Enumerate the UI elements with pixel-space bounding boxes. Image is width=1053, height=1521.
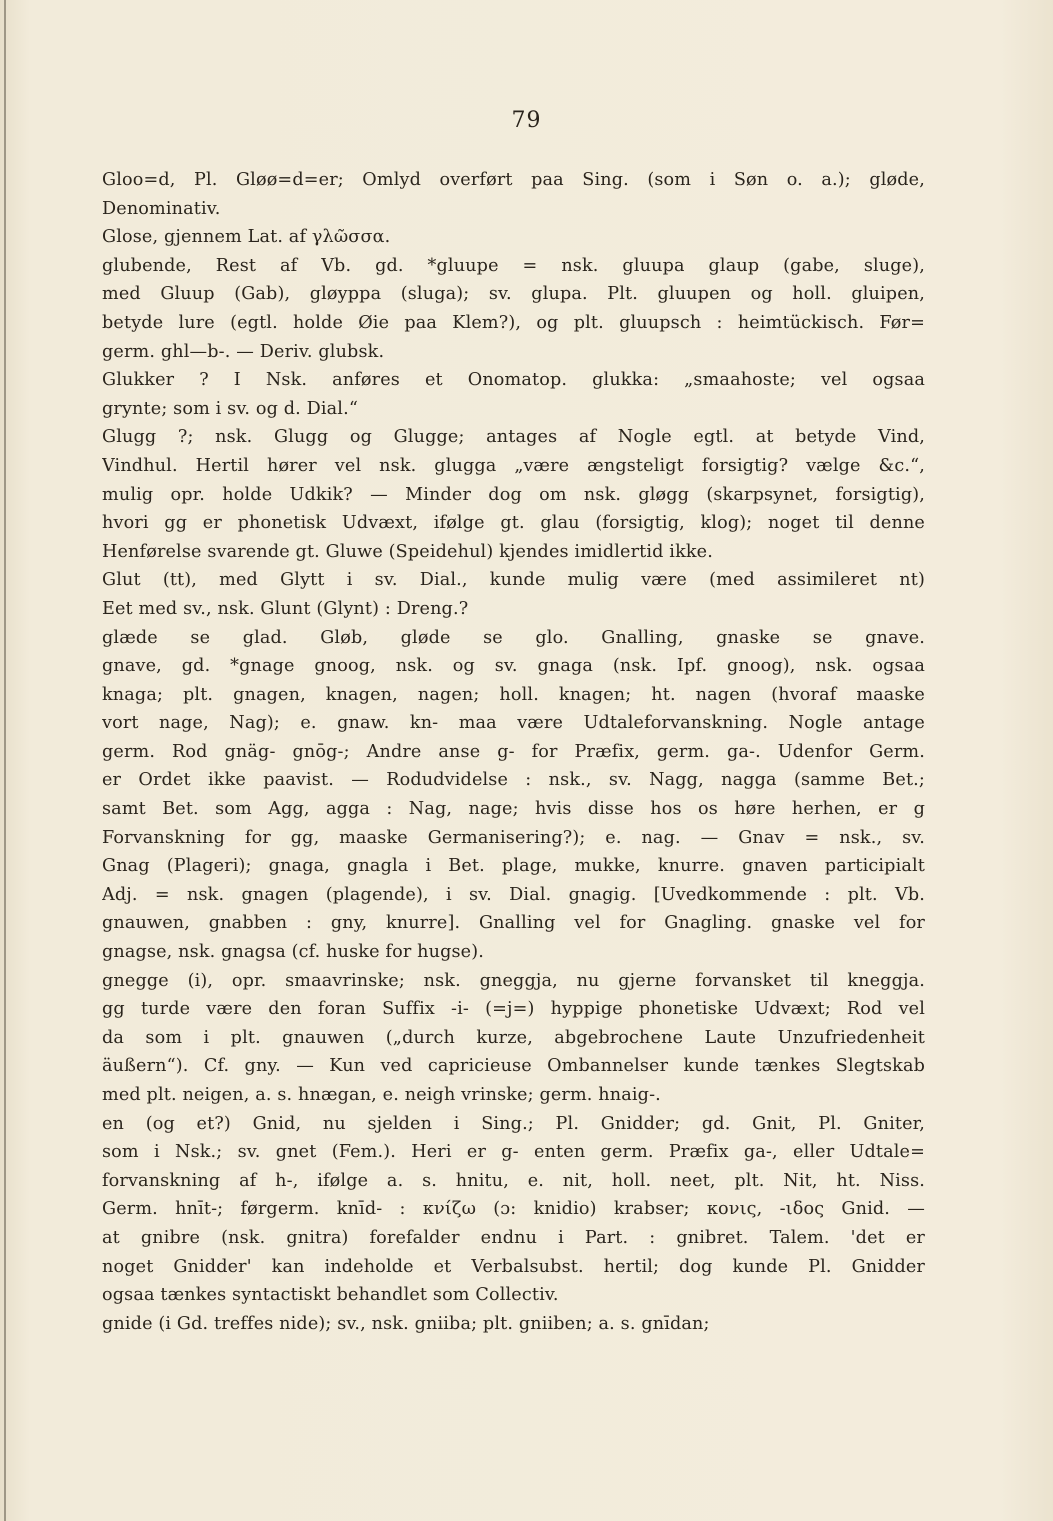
text-line: en (og et?) Gnid, nu sjelden i Sing.; Pl. Gnidder; gd. Gnit, Pl. Gniter, <box>102 1113 925 1134</box>
text-line: hvori gg er phonetisk Udvæxt, ifølge gt. glau (forsigtig, klog); noget til denne <box>102 513 925 534</box>
text-line: knaga; plt. gnagen, knagen, nagen; holl. knagen; ht. nagen (hvoraf maaske <box>102 684 925 705</box>
text-line: Gloo=d, Pl. Gløø=d=er; Omlyd overført paa Sing. (som i Søn o. a.); gløde, <box>102 170 925 190</box>
dictionary-text-block <box>102 166 925 1338</box>
text-line: Glose, gjennem Lat. af γλῶσσα. <box>102 227 391 248</box>
text-line: forvanskning af h-, ifølge a. s. hnitu, e. nit, holl. neet, plt. Nit, ht. Niss. <box>102 1170 925 1191</box>
text-line: ogsaa tænkes syntactiskt behandlet som Collectiv. <box>102 1285 559 1306</box>
text-line: Gnag (Plageri); gnaga, gnagla i Bet. plage, mukke, knurre. gnaven participialt <box>102 856 925 877</box>
text-line: samt Bet. som Agg, agga : Nag, nage; hvis disse hos os høre herhen, er g <box>102 799 925 820</box>
text-line: äußern“). Cf. gny. — Kun ved capricieuse Ombannelser kunde tænkes Slegtskab <box>102 1056 925 1077</box>
text-line: Glut (tt), med Glytt i sv. Dial., kunde mulig være (med assimileret nt) <box>102 570 925 591</box>
text-line: grynte; som i sv. og d. Dial.“ <box>102 398 358 419</box>
text-line: gnide (i Gd. treffes nide); sv., nsk. gniiba; plt. gniiben; a. s. gnīdan; <box>102 1313 710 1334</box>
text-line: glubende, Rest af Vb. gd. *gluupe = nsk. gluupa glaup (gabe, sluge), <box>102 255 925 276</box>
text-line: noget Gnidder' kan indeholde et Verbalsubst. hertil; dog kunde Pl. Gnidder <box>102 1256 925 1277</box>
text-line: Eet med sv., nsk. Glunt (Glynt) : Dreng.? <box>102 598 469 619</box>
text-line: gnegge (i), opr. smaavrinske; nsk. gneggja, nu gjerne forvansket til kneggja. <box>102 970 925 991</box>
page-edge <box>4 0 6 1521</box>
text-line: Glugg ?; nsk. Glugg og Glugge; antages af Nogle egtl. at betyde Vind, <box>102 427 925 448</box>
text-line: gnave, gd. *gnage gnoog, nsk. og sv. gnaga (nsk. Ipf. gnoog), nsk. ogsaa <box>102 656 925 677</box>
text-line: som i Nsk.; sv. gnet (Fem.). Heri er g- enten germ. Præfix ga-, eller Udtale= <box>102 1142 925 1163</box>
text-line: Adj. = nsk. gnagen (plagende), i sv. Dial. gnagig. [Uvedkommende : plt. Vb. <box>102 884 925 905</box>
text-line: gnagse, nsk. gnagsa (cf. huske for hugse). <box>102 942 485 963</box>
text-line: mulig opr. holde Udkik? — Minder dog om nsk. gløgg (skarpsynet, forsigtig), <box>102 484 925 505</box>
text-line: er Ordet ikke paavist. — Rodudvidelse : nsk., sv. Nagg, nagga (samme Bet.; <box>102 770 925 791</box>
text-line: Forvanskning for gg, maaske Germanisering?); e. nag. — Gnav = nsk., sv. <box>102 827 925 848</box>
text-line: at gnibre (nsk. gnitra) forefalder endnu i Part. : gnibret. Talem. 'det er <box>102 1227 925 1248</box>
text-line: gg turde være den foran Suffix -i- (=j=) hyppige phonetiske Udvæxt; Rod vel <box>102 999 925 1020</box>
text-line: vort nage, Nag); e. gnaw. kn- maa være Udtaleforvanskning. Nogle antage <box>102 713 925 734</box>
text-line: glæde se glad. Gløb, gløde se glo. Gnalling, gnaske se gnave. <box>102 627 925 648</box>
text-line: betyde lure (egtl. holde Øie paa Klem?), og plt. gluupsch : heimtückisch. Før= <box>102 312 925 333</box>
text-line: Glukker ? I Nsk. anføres et Onomatop. glukka: „smaahoste; vel ogsaa <box>102 370 925 391</box>
text-line: da som i plt. gnauwen („durch kurze, abgebrochene Laute Unzufriedenheit <box>102 1027 925 1048</box>
text-line: germ. Rod gnäg- gnōg-; Andre anse g- for Præfix, germ. ga-. Udenfor Germ. <box>102 741 925 762</box>
text-line: med Gluup (Gab), gløyppa (sluga); sv. glupa. Plt. gluupen og holl. gluipen, <box>102 284 925 305</box>
text-line: Henførelse svarende gt. Gluwe (Speidehul) kjendes imidlertid ikke. <box>102 541 713 562</box>
text-line: Vindhul. Hertil hører vel nsk. glugga „være ængsteligt forsigtig? vælge &c.“, <box>102 455 925 476</box>
text-line: germ. ghl—b-. — Deriv. glubsk. <box>102 341 385 362</box>
text-line: Denominativ. <box>102 198 221 219</box>
page-number: 79 <box>511 108 542 133</box>
text-line: gnauwen, gnabben : gny, knurre]. Gnalling vel for Gnagling. gnaske vel for <box>102 913 925 934</box>
text-line: med plt. neigen, a. s. hnægan, e. neigh vrinske; germ. hnaig-. <box>102 1085 661 1105</box>
text-line: Germ. hnīt-; førgerm. knīd- : κνίζω (ɔ: knidio) krabser; κονις, -ιδος Gnid. — <box>102 1199 925 1220</box>
